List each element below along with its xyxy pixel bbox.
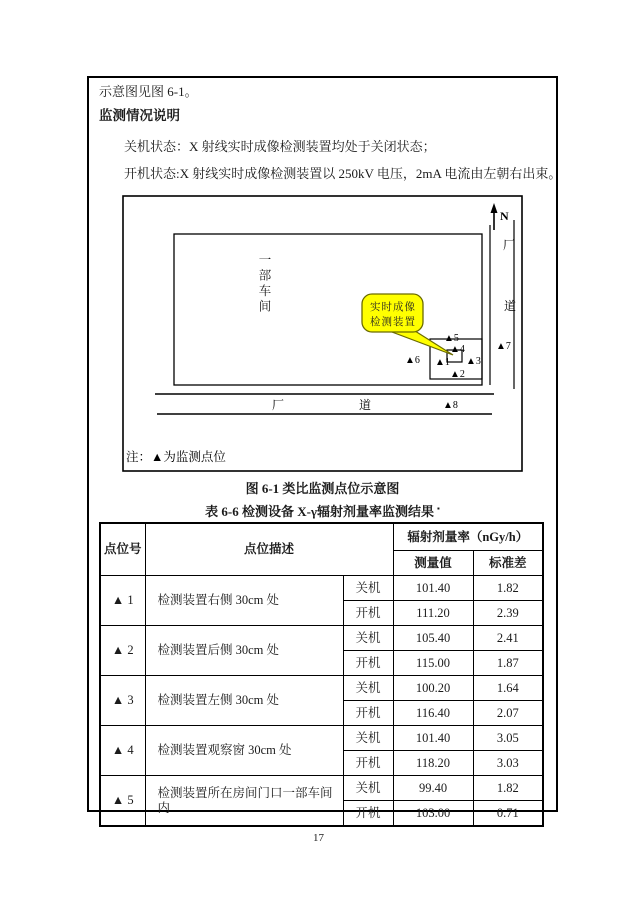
right-road-char-2: 道 bbox=[504, 299, 517, 313]
intro-text: 示意图见图 6-1。 bbox=[99, 84, 198, 99]
std-dev-value: 3.05 bbox=[473, 726, 543, 751]
col-header-dose-rate: 辐射剂量率（nGy/h） bbox=[393, 523, 543, 551]
measured-value: 105.40 bbox=[393, 626, 473, 651]
table-caption-mark: ▪ bbox=[437, 503, 440, 513]
north-label: N bbox=[500, 209, 509, 223]
std-dev-value: 2.41 bbox=[473, 626, 543, 651]
measured-value: 111.20 bbox=[393, 601, 473, 626]
off-state-description: 关机状态：X 射线实时成像检测装置均处于关闭状态； bbox=[124, 139, 436, 154]
std-dev-value: 3.03 bbox=[473, 751, 543, 776]
table-row bbox=[100, 676, 543, 701]
machine-state: 关机 bbox=[343, 676, 393, 701]
point-no: ▲ 3 bbox=[100, 676, 145, 726]
machine-state: 关机 bbox=[343, 776, 393, 801]
table-caption bbox=[89, 501, 556, 520]
measured-value: 115.00 bbox=[393, 651, 473, 676]
callout-text-line2: 检测装置 bbox=[370, 317, 416, 328]
monitoring-point-7: ▲7 bbox=[496, 341, 511, 352]
monitoring-point-1: ▲1 bbox=[435, 357, 450, 368]
machine-state: 开机 bbox=[343, 701, 393, 726]
std-dev-value: 1.64 bbox=[473, 676, 543, 701]
std-dev-value: 0.71 bbox=[473, 801, 543, 827]
std-dev-value: 2.39 bbox=[473, 601, 543, 626]
page-number: 17 bbox=[313, 832, 324, 844]
machine-state: 开机 bbox=[343, 801, 393, 827]
figure-canvas bbox=[122, 195, 523, 472]
monitoring-point-6: ▲6 bbox=[405, 355, 420, 366]
point-no: ▲ 1 bbox=[100, 576, 145, 626]
point-description: 检测装置右侧 30cm 处 bbox=[145, 576, 343, 626]
point-no: ▲ 5 bbox=[100, 776, 145, 827]
table-row bbox=[100, 776, 543, 801]
point-description: 检测装置左侧 30cm 处 bbox=[145, 676, 343, 726]
point-no: ▲ 2 bbox=[100, 626, 145, 676]
monitoring-point-4: ▲4 bbox=[450, 344, 465, 355]
point-description: 检测装置后侧 30cm 处 bbox=[145, 626, 343, 676]
monitoring-points-figure bbox=[122, 195, 523, 472]
machine-state: 关机 bbox=[343, 726, 393, 751]
measured-value: 99.40 bbox=[393, 776, 473, 801]
col-header-description: 点位描述 bbox=[145, 523, 393, 576]
table-caption-text: 表 6-6 检测设备 X-γ辐射剂量率监测结果 bbox=[205, 504, 435, 519]
report-content-box bbox=[87, 76, 562, 820]
measured-value: 100.20 bbox=[393, 676, 473, 701]
table-row bbox=[100, 576, 543, 601]
monitoring-point-5: ▲5 bbox=[444, 333, 459, 344]
point-no: ▲ 4 bbox=[100, 726, 145, 776]
measured-value: 101.40 bbox=[393, 726, 473, 751]
table-row bbox=[100, 626, 543, 651]
machine-state: 开机 bbox=[343, 651, 393, 676]
std-dev-value: 1.82 bbox=[473, 776, 543, 801]
std-dev-value: 1.82 bbox=[473, 576, 543, 601]
measured-value: 116.40 bbox=[393, 701, 473, 726]
machine-state: 关机 bbox=[343, 626, 393, 651]
figure-caption: 图 6-1 类比监测点位示意图 bbox=[245, 481, 400, 496]
table-header-row-1 bbox=[100, 523, 543, 551]
monitoring-results-table bbox=[99, 522, 544, 827]
measured-value: 101.40 bbox=[393, 576, 473, 601]
callout-text-line1: 实时成像 bbox=[370, 302, 416, 313]
measured-value: 103.00 bbox=[393, 801, 473, 827]
monitoring-point-3: ▲3 bbox=[466, 356, 481, 367]
section-heading: 监测情况说明 bbox=[99, 108, 180, 123]
workshop-label: 一部车间 bbox=[257, 253, 271, 315]
machine-state: 开机 bbox=[343, 601, 393, 626]
machine-state: 关机 bbox=[343, 576, 393, 601]
figure-frame bbox=[123, 196, 522, 471]
table-row bbox=[100, 726, 543, 751]
machine-state: 开机 bbox=[343, 751, 393, 776]
measured-value: 118.20 bbox=[393, 751, 473, 776]
bottom-road-char-1: 厂 bbox=[272, 398, 285, 412]
col-header-std-dev: 标准差 bbox=[473, 551, 543, 576]
std-dev-value: 2.07 bbox=[473, 701, 543, 726]
std-dev-value: 1.87 bbox=[473, 651, 543, 676]
right-road-char-1: 厂 bbox=[503, 238, 516, 252]
north-arrow-head bbox=[491, 203, 498, 213]
col-header-measured: 测量值 bbox=[393, 551, 473, 576]
monitoring-point-8: ▲8 bbox=[443, 400, 458, 411]
bottom-road-char-2: 道 bbox=[359, 398, 372, 412]
monitoring-point-2: ▲2 bbox=[450, 369, 465, 380]
figure-note: 注：▲为监测点位 bbox=[126, 450, 226, 464]
point-description: 检测装置观察窗 30cm 处 bbox=[145, 726, 343, 776]
point-description: 检测装置所在房间门口一部车间内 bbox=[145, 776, 343, 827]
col-header-point-no: 点位号 bbox=[100, 523, 145, 576]
on-state-description: 开机状态:X 射线实时成像检测装置以 250kV 电压，2mA 电流由左朝右出束。 bbox=[124, 166, 562, 181]
